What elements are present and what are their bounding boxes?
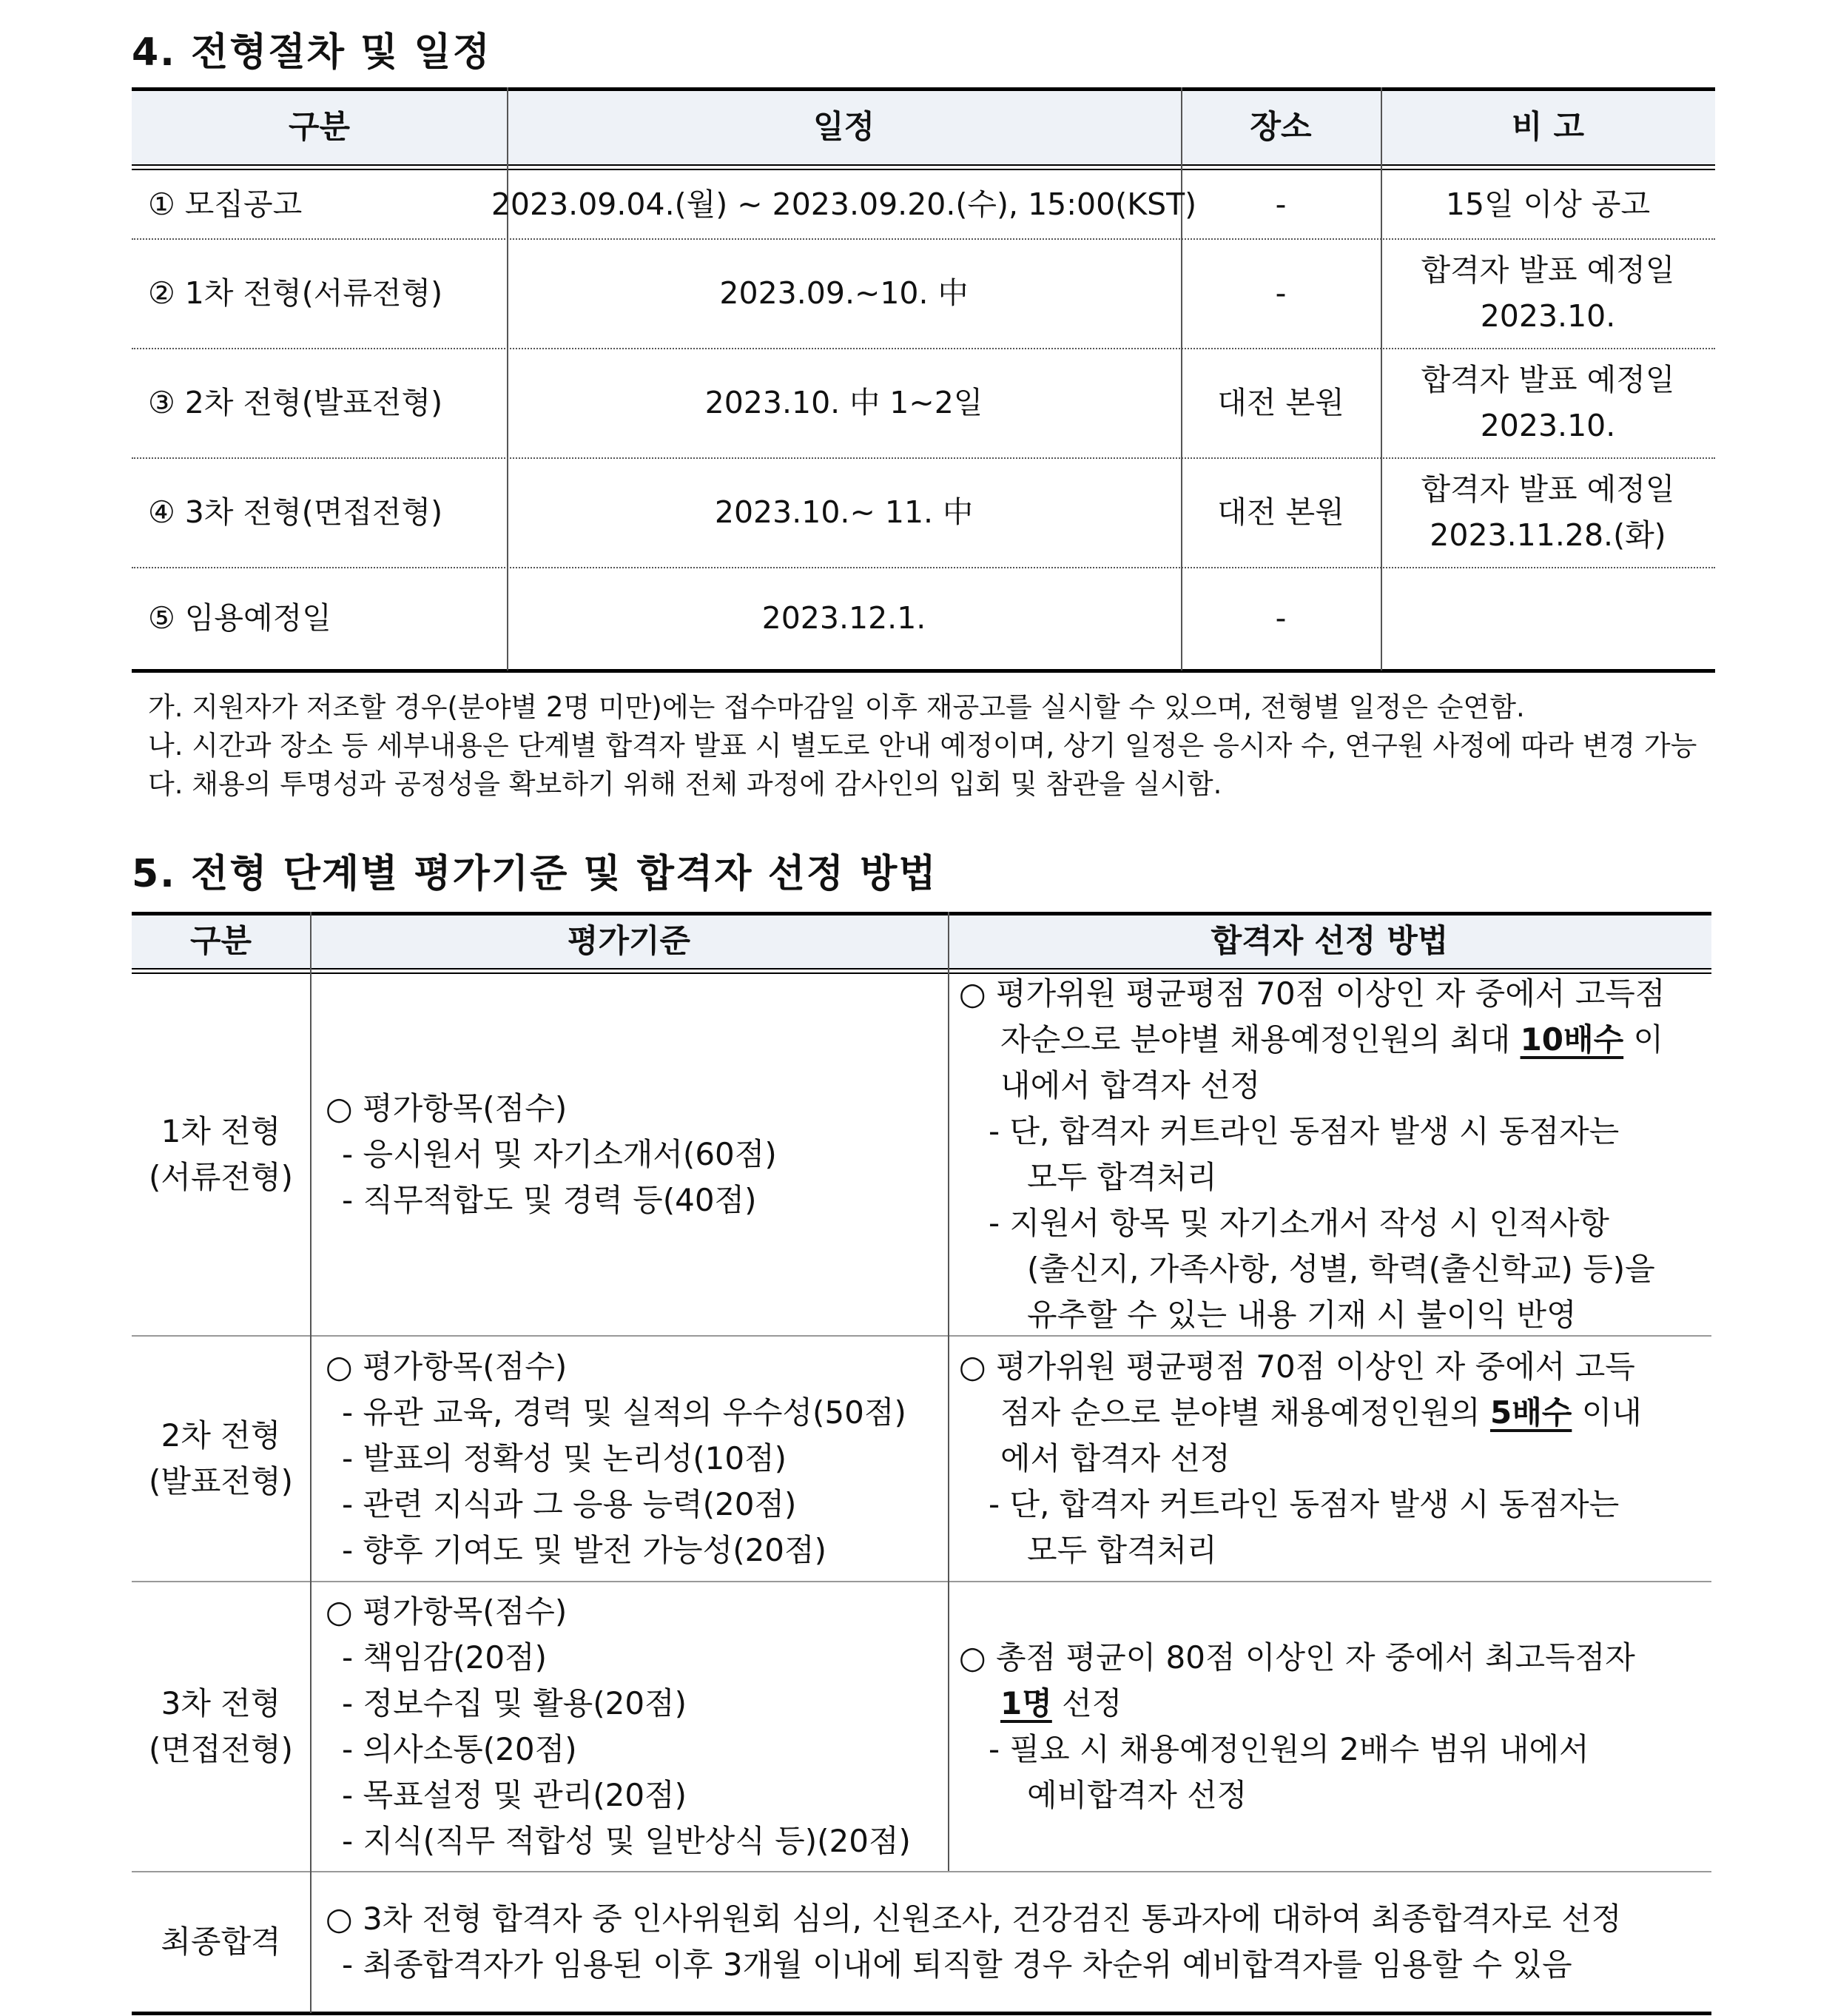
column-divider — [310, 912, 312, 2013]
row5-stage: ⑤ 임용예정일 — [148, 600, 331, 636]
stage1-name: 1차 전형 — [161, 1113, 281, 1149]
final-label — [132, 1872, 310, 2012]
criteria-item: - 목표설정 및 관리(20점) — [342, 1777, 687, 1813]
header-note: 비 고 — [1511, 109, 1585, 146]
criteria-item: - 책임감(20점) — [342, 1639, 548, 1676]
criteria-item: - 의사소통(20점) — [342, 1731, 577, 1767]
stage3-criteria — [326, 1582, 940, 1871]
section-4-title: 4. 전형절차 및 일정 — [132, 30, 491, 75]
row3-schedule: 2023.10. 中 1~2일 — [704, 385, 983, 420]
stage1-label — [132, 974, 310, 1335]
row3-note-line1: 합격자 발표 예정일 — [1421, 362, 1675, 397]
row2-place: - — [1275, 275, 1287, 311]
stage2-label — [132, 1337, 310, 1581]
schedule-notes — [148, 688, 1697, 804]
criteria-item: - 향후 기여도 및 발전 가능성(20점) — [342, 1532, 826, 1568]
row1-stage: ① 모집공고 — [148, 187, 303, 222]
criteria-item: ○ 평가항목(점수) — [326, 1090, 568, 1126]
criteria-item: - 유관 교육, 경력 및 실적의 우수성(50점) — [342, 1394, 906, 1431]
table-bottom-rule — [132, 2012, 1711, 2015]
final-name: 최종합격 — [161, 1923, 281, 1960]
header-stage: 구분 — [189, 923, 252, 960]
header-rule — [132, 968, 1711, 970]
row3-note-line2: 2023.10. — [1480, 408, 1616, 443]
criteria-item: ○ 평가항목(점수) — [326, 1348, 568, 1385]
row2-stage: ② 1차 전형(서류전형) — [148, 275, 443, 311]
row1-place: - — [1275, 187, 1287, 222]
final-line: - 최종합격자가 임용된 이후 3개월 이내에 퇴직할 경우 차순위 예비합격자를 임용할 수 있음 — [342, 1946, 1572, 1983]
method-text: 이 — [1623, 1021, 1664, 1058]
stage2-subname: (발표전형) — [148, 1463, 294, 1499]
final-method — [326, 1872, 1708, 2012]
header-criteria: 평가기준 — [567, 923, 691, 960]
evaluation-table — [132, 912, 1711, 2016]
method-line — [959, 1390, 1708, 1436]
method-line: - 단, 합격자 커트라인 동점자 발생 시 동점자는 — [989, 1486, 1620, 1522]
row2-note — [1381, 238, 1715, 348]
row5-schedule: 2023.12.1. — [761, 600, 926, 636]
note-line: 다. 채용의 투명성과 공정성을 확보하기 위해 전체 과정에 감사인의 입회 및 참관을 실시함. — [148, 768, 1222, 800]
criteria-item: ○ 평가항목(점수) — [326, 1593, 568, 1630]
header-schedule: 일정 — [812, 109, 875, 146]
method-line: - 필요 시 채용예정인원의 2배수 범위 내에서 — [989, 1731, 1589, 1767]
method-line: ○ 평가위원 평균평점 70점 이상인 자 중에서 고득 — [959, 1348, 1635, 1385]
method-line: 모두 합격처리 — [1027, 1159, 1217, 1195]
emphasis-multiplier: 5배수 — [1489, 1394, 1572, 1431]
stage3-label — [132, 1582, 310, 1871]
row5-place: - — [1275, 600, 1287, 636]
note-line: 나. 시간과 장소 등 세부내용은 단계별 합격자 발표 시 별도로 안내 예정이며, 상기 일정은 응시자 수, 연구원 사정에 따라 변경 가능 — [148, 730, 1697, 762]
stage1-method — [959, 974, 1708, 1335]
method-line: - 지원서 항목 및 자기소개서 작성 시 인적사항 — [989, 1205, 1609, 1241]
final-line: ○ 3차 전형 합격자 중 인사위원회 심의, 신원조사, 건강검진 통과자에 대하여 최종합격자로 선정 — [326, 1901, 1622, 1937]
row4-schedule: 2023.10.~ 11. 中 — [714, 494, 974, 530]
section-5-title: 5. 전형 단계별 평가기준 및 합격자 선정 방법 — [132, 852, 937, 896]
row4-stage: ④ 3차 전형(면접전형) — [148, 494, 443, 530]
method-line — [959, 1681, 1708, 1727]
criteria-item: - 정보수집 및 활용(20점) — [342, 1685, 687, 1721]
column-divider — [948, 912, 949, 1871]
stage3-subname: (면접전형) — [148, 1731, 294, 1767]
emphasis-count: 1명 — [1000, 1685, 1052, 1721]
header-stage: 구분 — [288, 109, 351, 146]
method-line — [959, 1017, 1708, 1063]
method-text: 점자 순으로 분야별 채용예정인원의 — [1000, 1394, 1490, 1431]
criteria-item: - 응시원서 및 자기소개서(60점) — [342, 1136, 777, 1172]
method-line: 예비합격자 선정 — [1027, 1777, 1248, 1813]
method-line: 내에서 합격자 선정 — [1000, 1067, 1261, 1103]
criteria-item: - 직무적합도 및 경력 등(40점) — [342, 1182, 757, 1218]
table-bottom-rule — [132, 669, 1715, 673]
row3-place: 대전 본원 — [1217, 385, 1344, 420]
row2-note-line2: 2023.10. — [1480, 298, 1616, 334]
emphasis-multiplier: 10배수 — [1520, 1021, 1624, 1058]
criteria-item: - 발표의 정확성 및 논리성(10점) — [342, 1440, 787, 1476]
note-line: 가. 지원자가 저조할 경우(분야별 2명 미만)에는 접수마감일 이후 재공고를 실시할 수 있으며, 전형별 일정은 순연함. — [148, 691, 1525, 723]
row4-place: 대전 본원 — [1217, 494, 1344, 530]
method-line: (출신지, 가족사항, 성별, 학력(출신학교) 등)을 — [1027, 1251, 1655, 1287]
stage2-name: 2차 전형 — [161, 1417, 281, 1454]
method-line: ○ 총점 평균이 80점 이상인 자 중에서 최고득점자 — [959, 1639, 1635, 1676]
row4-note — [1381, 457, 1715, 567]
method-text: 이내 — [1572, 1394, 1642, 1431]
criteria-item: - 지식(직무 적합성 및 일반상식 등)(20점) — [342, 1823, 911, 1859]
stage3-name: 3차 전형 — [161, 1685, 281, 1721]
row1-note: 15일 이상 공고 — [1445, 187, 1651, 222]
criteria-item: - 관련 지식과 그 응용 능력(20점) — [342, 1486, 797, 1522]
row3-note — [1381, 348, 1715, 457]
method-line: 에서 합격자 선정 — [1000, 1440, 1230, 1476]
row2-schedule: 2023.09.~10. 中 — [719, 275, 969, 311]
method-text: 선정 — [1051, 1685, 1122, 1721]
schedule-table — [132, 87, 1715, 673]
stage1-subname: (서류전형) — [148, 1159, 294, 1195]
row4-note-line2: 2023.11.28.(화) — [1430, 517, 1666, 553]
method-text: 자순으로 분야별 채용예정인원의 최대 — [1000, 1021, 1521, 1058]
header-rule — [132, 164, 1715, 166]
stage1-criteria — [326, 974, 940, 1335]
stage3-method — [959, 1582, 1708, 1871]
stage2-method — [959, 1337, 1708, 1581]
row3-stage: ③ 2차 전형(발표전형) — [148, 385, 443, 420]
row2-note-line1: 합격자 발표 예정일 — [1421, 252, 1675, 288]
row4-note-line1: 합격자 발표 예정일 — [1421, 471, 1675, 507]
method-line: 유추할 수 있는 내용 기재 시 불이익 반영 — [1027, 1297, 1577, 1333]
method-line: ○ 평가위원 평균평점 70점 이상인 자 중에서 고득점 — [959, 975, 1666, 1012]
method-line: 모두 합격처리 — [1027, 1532, 1217, 1568]
method-line: - 단, 합격자 커트라인 동점자 발생 시 동점자는 — [989, 1113, 1620, 1149]
header-place: 장소 — [1250, 109, 1312, 146]
header-method: 합격자 선정 방법 — [1211, 923, 1449, 960]
row1-schedule: 2023.09.04.(월) ~ 2023.09.20.(수), 15:00(KST) — [491, 187, 1197, 222]
stage2-criteria — [326, 1337, 940, 1581]
